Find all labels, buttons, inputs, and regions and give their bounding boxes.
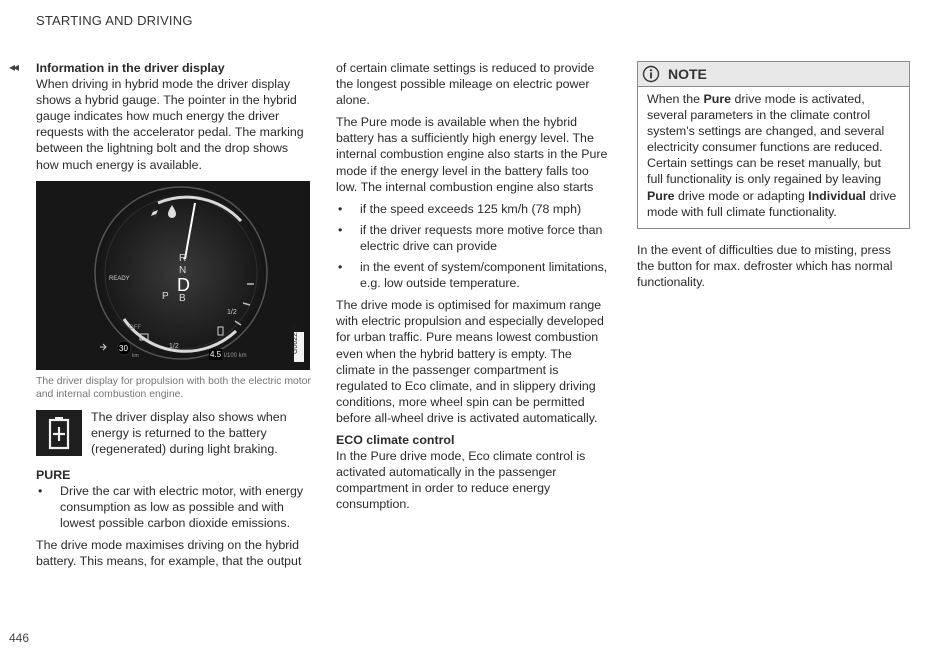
consumption-unit: l/100 km	[224, 352, 247, 359]
paragraph-pure-availability: The Pure mode is available when the hybrid battery has a sufficiently high energy level. The internal combustion engine also starts in the Pure mode if the energy level in the battery falls too low. The internal combustion engine also starts	[336, 115, 608, 194]
note-body	[638, 87, 909, 228]
note-paragraph: When the Pure drive mode is activated, several parameters in the climate control system's settings are changed, and several electricity consumer functions are reduced. Certain settings can be reset manually, but full functionality is only regained by leaving Pure drive mode or adapting Individual drive mode with full climate functionality.	[647, 92, 897, 219]
hybrid-gauge-illustration	[36, 181, 310, 370]
engine-start-conditions-list	[336, 201, 611, 291]
driver-display-figure	[36, 181, 310, 370]
continued-marker-icon: ◂◂	[9, 60, 18, 74]
half-right-label: 1/2	[227, 308, 237, 316]
page-header: STARTING AND DRIVING	[36, 13, 193, 28]
figure-caption: The driver display for propulsion with both the electric motor and internal combustion engine.	[36, 375, 311, 400]
battery-charging-icon	[36, 410, 82, 456]
info-icon	[642, 65, 660, 83]
column-1	[36, 60, 311, 576]
eco-climate-paragraph: In the Pure drive mode, Eco climate control is activated automatically in the passenger compartment in order to reduce energy consumption.	[336, 449, 586, 512]
gear-n-label: N	[179, 264, 187, 276]
range-value: 30	[119, 343, 128, 353]
list-item: • Drive the car with electric motor, with energy consumption as low as possible and with lowest possible carbon dioxide emissions.	[36, 483, 311, 531]
misting-paragraph: In the event of difficulties due to misting, press the button for max. defroster which has normal functionality.	[637, 242, 893, 289]
paragraph-continued: of certain climate settings is reduced to provide the longest possible mileage on electric power alone.	[336, 61, 595, 108]
list-item: • if the speed exceeds 125 km/h (78 mph)	[336, 201, 611, 217]
eco-climate-heading: ECO climate control	[336, 432, 455, 447]
list-item: • if the driver requests more motive force than electric drive can provide	[336, 222, 611, 254]
pure-paragraph: The drive mode maximises driving on the hybrid battery. This means, for example, that the output	[36, 538, 302, 569]
note-box	[637, 61, 910, 229]
battery-note-text: The driver display also shows when energy is returned to the battery (regenerated) during light braking.	[91, 409, 287, 456]
note-title: NOTE	[668, 65, 707, 82]
column-3	[637, 60, 910, 296]
paragraph-drive-mode-optimised: The drive mode is optimised for maximum range with electric propulsion and especially developed for urban traffic. Pure means lowest combustion even when the hybrid battery is empty. The climate in the passenger compartment is regulated to Eco climate, and in slippery driving conditions, more wheel spin can be permitted before all-wheel drive is activated automatically.	[336, 298, 604, 425]
battery-note-row	[36, 409, 311, 457]
gear-r-label: R	[179, 252, 187, 264]
gear-d-label: D	[177, 274, 190, 295]
half-left-label: 1/2	[169, 342, 179, 350]
column-2	[336, 60, 611, 518]
pure-heading: PURE	[36, 467, 71, 482]
list-item: • in the event of system/component limitations, e.g. low outside temperature.	[336, 259, 611, 291]
gear-b-label: B	[179, 292, 186, 304]
page-number: 446	[9, 631, 30, 645]
consumption-value: 4.5	[210, 349, 222, 359]
section-heading-driver-display: Information in the driver display	[36, 61, 225, 75]
ready-label: READY	[109, 275, 130, 282]
park-label: P	[162, 290, 169, 302]
note-header	[638, 62, 909, 87]
figure-id-tag: G062217	[294, 332, 304, 362]
pure-bullet-list	[36, 483, 311, 531]
intro-paragraph: When driving in hybrid mode the driver display shows a hybrid gauge. The pointer in the hybrid gauge indicates how much energy the driver requests with the accelerator pedal. The marking between the lightning bolt and the drop shows how much energy is available.	[36, 77, 304, 172]
off-label: OFF	[129, 324, 141, 331]
range-unit: km	[132, 352, 139, 359]
